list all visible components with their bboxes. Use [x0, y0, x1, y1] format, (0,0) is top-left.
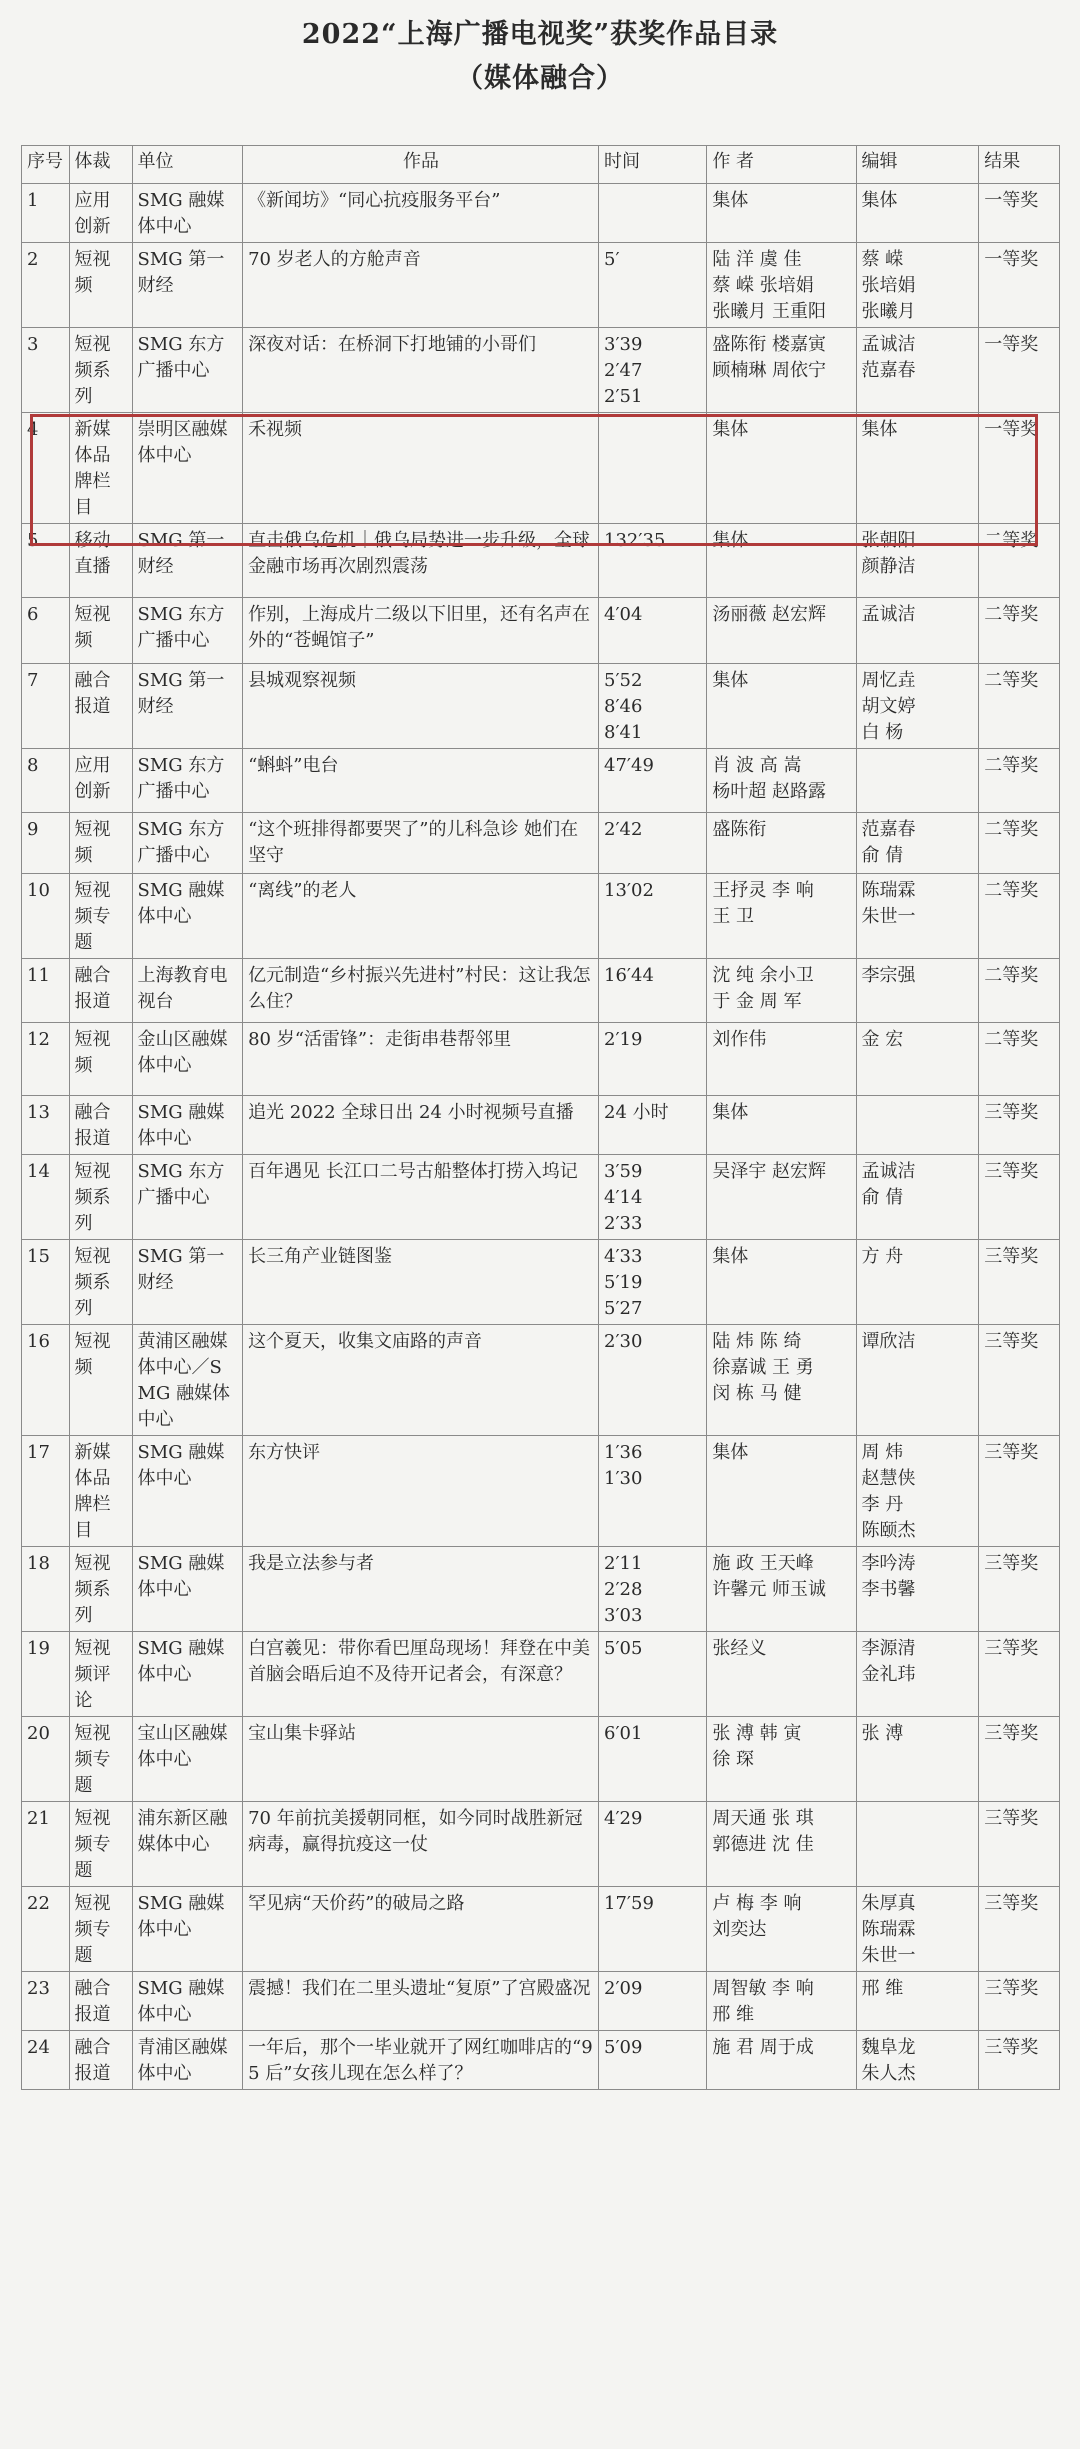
cell-unit: SMG 第一财经	[132, 243, 243, 328]
cell-work: 长三角产业链图鉴	[243, 1240, 599, 1325]
table-row	[22, 184, 1060, 243]
cell-author: 肖 波 高 嵩 杨叶超 赵路露	[707, 749, 856, 813]
cell-time: 2′11 2′28 3′03	[599, 1547, 707, 1632]
cell-editor: 张 溥	[856, 1717, 979, 1802]
table-row	[22, 1023, 1060, 1096]
cell-work: “蝌蚪”电台	[243, 749, 599, 813]
cell-no: 3	[22, 328, 70, 413]
cell-genre: 融合报道	[69, 664, 132, 749]
cell-time: 17′59	[599, 1887, 707, 1972]
cell-work: 一年后，那个一毕业就开了网红咖啡店的“95 后”女孩儿现在怎么样了？	[243, 2031, 599, 2090]
cell-work: 直击俄乌危机｜俄乌局势进一步升级，全球金融市场再次剧烈震荡	[243, 524, 599, 598]
cell-unit: 青浦区融媒体中心	[132, 2031, 243, 2090]
cell-genre: 移动直播	[69, 524, 132, 598]
cell-author: 盛陈衔	[707, 813, 856, 874]
cell-unit: 金山区融媒体中心	[132, 1023, 243, 1096]
cell-no: 5	[22, 524, 70, 598]
table-row	[22, 413, 1060, 524]
cell-author: 陆 炜 陈 绮 徐嘉诚 王 勇 闵 栋 马 健	[707, 1325, 856, 1436]
cell-unit: SMG 融媒体中心	[132, 1632, 243, 1717]
cell-time: 132′35	[599, 524, 707, 598]
cell-result: 一等奖	[979, 243, 1060, 328]
cell-genre: 短视频系列	[69, 1240, 132, 1325]
cell-editor: 周 炜 赵慧侠 李 丹 陈颐杰	[856, 1436, 979, 1547]
cell-time: 2′19	[599, 1023, 707, 1096]
header-time: 时间	[599, 146, 707, 184]
table-row	[22, 1325, 1060, 1436]
cell-time: 3′59 4′14 2′33	[599, 1155, 707, 1240]
cell-no: 19	[22, 1632, 70, 1717]
cell-result: 三等奖	[979, 1240, 1060, 1325]
cell-genre: 短视频专题	[69, 1802, 132, 1887]
cell-time: 24 小时	[599, 1096, 707, 1155]
table-row	[22, 959, 1060, 1023]
cell-work: 《新闻坊》“同心抗疫服务平台”	[243, 184, 599, 243]
cell-editor: 金 宏	[856, 1023, 979, 1096]
cell-result: 一等奖	[979, 328, 1060, 413]
table-row	[22, 524, 1060, 598]
table-row	[22, 1972, 1060, 2031]
cell-result: 一等奖	[979, 413, 1060, 524]
cell-no: 11	[22, 959, 70, 1023]
cell-unit: SMG 融媒体中心	[132, 1096, 243, 1155]
cell-no: 1	[22, 184, 70, 243]
cell-no: 22	[22, 1887, 70, 1972]
cell-editor	[856, 1096, 979, 1155]
cell-result: 三等奖	[979, 1802, 1060, 1887]
cell-author: 集体	[707, 524, 856, 598]
header-genre: 体裁	[69, 146, 132, 184]
cell-author: 张 溥 韩 寅 徐 琛	[707, 1717, 856, 1802]
cell-editor: 李吟涛 李书馨	[856, 1547, 979, 1632]
cell-author: 集体	[707, 184, 856, 243]
cell-time: 4′33 5′19 5′27	[599, 1240, 707, 1325]
cell-author: 汤丽薇 赵宏辉	[707, 598, 856, 664]
cell-author: 陆 洋 虞 佳 蔡 嵘 张培娟 张曦月 王重阳	[707, 243, 856, 328]
cell-no: 4	[22, 413, 70, 524]
cell-time: 4′29	[599, 1802, 707, 1887]
table-row	[22, 243, 1060, 328]
cell-unit: SMG 东方广播中心	[132, 813, 243, 874]
table-row	[22, 749, 1060, 813]
cell-no: 14	[22, 1155, 70, 1240]
cell-editor: 魏阜龙 朱人杰	[856, 2031, 979, 2090]
cell-no: 13	[22, 1096, 70, 1155]
cell-unit: 宝山区融媒体中心	[132, 1717, 243, 1802]
cell-genre: 融合报道	[69, 1972, 132, 2031]
table-row	[22, 598, 1060, 664]
table-row	[22, 1096, 1060, 1155]
cell-author: 王抒灵 李 响 王 卫	[707, 874, 856, 959]
cell-editor	[856, 749, 979, 813]
cell-work: 这个夏天，收集文庙路的声音	[243, 1325, 599, 1436]
cell-no: 10	[22, 874, 70, 959]
cell-genre: 新媒体品牌栏目	[69, 413, 132, 524]
cell-unit: SMG 融媒体中心	[132, 1436, 243, 1547]
cell-genre: 短视频	[69, 1023, 132, 1096]
cell-no: 15	[22, 1240, 70, 1325]
cell-result: 二等奖	[979, 1023, 1060, 1096]
cell-unit: SMG 融媒体中心	[132, 184, 243, 243]
cell-no: 8	[22, 749, 70, 813]
cell-genre: 融合报道	[69, 1096, 132, 1155]
cell-work: 宝山集卡驿站	[243, 1717, 599, 1802]
cell-time	[599, 413, 707, 524]
cell-result: 三等奖	[979, 1632, 1060, 1717]
cell-genre: 短视频系列	[69, 1547, 132, 1632]
cell-editor: 集体	[856, 184, 979, 243]
table-row	[22, 1802, 1060, 1887]
cell-editor: 谭欣洁	[856, 1325, 979, 1436]
cell-author: 周智敏 李 响 邢 维	[707, 1972, 856, 2031]
header-result: 结果	[979, 146, 1060, 184]
cell-editor: 朱厚真 陈瑞霖 朱世一	[856, 1887, 979, 1972]
table-row	[22, 1887, 1060, 1972]
cell-no: 23	[22, 1972, 70, 2031]
table-row	[22, 874, 1060, 959]
table-row	[22, 1632, 1060, 1717]
table-row	[22, 2031, 1060, 2090]
cell-result: 三等奖	[979, 1325, 1060, 1436]
cell-genre: 短视频	[69, 243, 132, 328]
cell-result: 三等奖	[979, 1155, 1060, 1240]
cell-genre: 融合报道	[69, 2031, 132, 2090]
cell-no: 20	[22, 1717, 70, 1802]
header-no: 序号	[22, 146, 70, 184]
document-subtitle: （媒体融合）	[456, 63, 624, 94]
cell-editor: 张朝阳 颜静洁	[856, 524, 979, 598]
cell-unit: SMG 东方广播中心	[132, 1155, 243, 1240]
cell-unit: SMG 融媒体中心	[132, 1972, 243, 2031]
cell-result: 三等奖	[979, 1972, 1060, 2031]
cell-author: 刘作伟	[707, 1023, 856, 1096]
cell-unit: SMG 东方广播中心	[132, 328, 243, 413]
cell-editor: 孟诚洁 范嘉春	[856, 328, 979, 413]
cell-no: 12	[22, 1023, 70, 1096]
cell-time: 16′44	[599, 959, 707, 1023]
cell-work: 亿元制造“乡村振兴先进村”村民：这让我怎么住？	[243, 959, 599, 1023]
cell-work: 禾视频	[243, 413, 599, 524]
cell-time: 13′02	[599, 874, 707, 959]
cell-unit: 黄浦区融媒体中心／SMG 融媒体中心	[132, 1325, 243, 1436]
cell-result: 二等奖	[979, 749, 1060, 813]
cell-unit: SMG 第一财经	[132, 524, 243, 598]
cell-editor: 周忆垚 胡文婷 白 杨	[856, 664, 979, 749]
cell-result: 二等奖	[979, 598, 1060, 664]
cell-editor: 范嘉春 俞 倩	[856, 813, 979, 874]
cell-time: 5′	[599, 243, 707, 328]
cell-author: 沈 纯 余小卫 于 金 周 军	[707, 959, 856, 1023]
cell-editor: 陈瑞霖 朱世一	[856, 874, 979, 959]
header-unit: 单位	[132, 146, 243, 184]
cell-unit: SMG 东方广播中心	[132, 598, 243, 664]
cell-work: 70 岁老人的方舱声音	[243, 243, 599, 328]
cell-work: 县城观察视频	[243, 664, 599, 749]
cell-author: 周天通 张 琪 郭德进 沈 佳	[707, 1802, 856, 1887]
cell-no: 21	[22, 1802, 70, 1887]
table-row	[22, 1155, 1060, 1240]
cell-editor: 孟诚洁	[856, 598, 979, 664]
cell-no: 9	[22, 813, 70, 874]
cell-no: 7	[22, 664, 70, 749]
header-editor: 编辑	[856, 146, 979, 184]
cell-author: 施 君 周于成	[707, 2031, 856, 2090]
cell-time: 2′42	[599, 813, 707, 874]
cell-editor: 蔡 嵘 张培娟 张曦月	[856, 243, 979, 328]
header-work: 作品	[243, 146, 599, 184]
table-body	[22, 184, 1060, 2090]
cell-genre: 短视频	[69, 598, 132, 664]
cell-author: 集体	[707, 664, 856, 749]
cell-genre: 融合报道	[69, 959, 132, 1023]
cell-unit: SMG 融媒体中心	[132, 1887, 243, 1972]
table-row	[22, 1240, 1060, 1325]
cell-time: 4′04	[599, 598, 707, 664]
cell-genre: 短视频专题	[69, 1717, 132, 1802]
cell-time	[599, 184, 707, 243]
cell-result: 三等奖	[979, 1717, 1060, 1802]
cell-work: 震撼！我们在二里头遗址“复原”了宫殿盛况	[243, 1972, 599, 2031]
cell-editor: 孟诚洁 俞 倩	[856, 1155, 979, 1240]
awards-table	[21, 145, 1060, 2090]
cell-unit: SMG 融媒体中心	[132, 874, 243, 959]
cell-editor: 李宗强	[856, 959, 979, 1023]
cell-work: 罕见病“天价药”的破局之路	[243, 1887, 599, 1972]
cell-genre: 短视频	[69, 1325, 132, 1436]
cell-author: 吴泽宇 赵宏辉	[707, 1155, 856, 1240]
cell-editor	[856, 1802, 979, 1887]
cell-editor: 邢 维	[856, 1972, 979, 2031]
cell-genre: 短视频专题	[69, 1887, 132, 1972]
cell-author: 集体	[707, 1436, 856, 1547]
cell-genre: 短视频	[69, 813, 132, 874]
cell-unit: SMG 第一财经	[132, 1240, 243, 1325]
cell-result: 二等奖	[979, 959, 1060, 1023]
cell-author: 施 政 王天峰 许馨元 师玉诚	[707, 1547, 856, 1632]
cell-result: 三等奖	[979, 1436, 1060, 1547]
cell-unit: SMG 东方广播中心	[132, 749, 243, 813]
cell-author: 卢 梅 李 响 刘奕达	[707, 1887, 856, 1972]
cell-time: 5′05	[599, 1632, 707, 1717]
cell-genre: 短视频专题	[69, 874, 132, 959]
cell-genre: 新媒体品牌栏目	[69, 1436, 132, 1547]
cell-work: 80 岁“活雷锋”：走街串巷帮邻里	[243, 1023, 599, 1096]
table-row	[22, 328, 1060, 413]
cell-work: “这个班排得都要哭了”的儿科急诊 她们在坚守	[243, 813, 599, 874]
cell-work: 百年遇见 长江口二号古船整体打捞入坞记	[243, 1155, 599, 1240]
cell-time: 47′49	[599, 749, 707, 813]
cell-genre: 应用创新	[69, 749, 132, 813]
cell-no: 6	[22, 598, 70, 664]
cell-unit: SMG 第一财经	[132, 664, 243, 749]
cell-work: 深夜对话：在桥洞下打地铺的小哥们	[243, 328, 599, 413]
cell-result: 三等奖	[979, 1096, 1060, 1155]
cell-genre: 短视频系列	[69, 1155, 132, 1240]
cell-result: 三等奖	[979, 1547, 1060, 1632]
cell-time: 5′52 8′46 8′41	[599, 664, 707, 749]
cell-time: 3′39 2′47 2′51	[599, 328, 707, 413]
cell-result: 二等奖	[979, 664, 1060, 749]
cell-work: 白宫羲见：带你看巴厘岛现场！拜登在中美首脑会晤后迫不及待开记者会，有深意？	[243, 1632, 599, 1717]
cell-work: 我是立法参与者	[243, 1547, 599, 1632]
table-row	[22, 1547, 1060, 1632]
cell-work: 70 年前抗美援朝同框，如今同时战胜新冠病毒，赢得抗疫这一仗	[243, 1802, 599, 1887]
cell-result: 二等奖	[979, 874, 1060, 959]
table-header-row	[22, 146, 1060, 184]
cell-unit: SMG 融媒体中心	[132, 1547, 243, 1632]
cell-no: 2	[22, 243, 70, 328]
cell-unit: 上海教育电视台	[132, 959, 243, 1023]
cell-author: 集体	[707, 1240, 856, 1325]
cell-author: 集体	[707, 413, 856, 524]
cell-genre: 短视频系列	[69, 328, 132, 413]
cell-genre: 短视频评论	[69, 1632, 132, 1717]
cell-work: 东方快评	[243, 1436, 599, 1547]
table-row	[22, 1717, 1060, 1802]
cell-result: 三等奖	[979, 2031, 1060, 2090]
cell-editor: 方 舟	[856, 1240, 979, 1325]
table-row	[22, 664, 1060, 749]
table-row	[22, 1436, 1060, 1547]
document-title: 2022“上海广播电视奖”获奖作品目录	[301, 19, 779, 50]
cell-time: 6′01	[599, 1717, 707, 1802]
cell-time: 2′30	[599, 1325, 707, 1436]
cell-result: 一等奖	[979, 184, 1060, 243]
cell-genre: 应用创新	[69, 184, 132, 243]
cell-editor: 集体	[856, 413, 979, 524]
cell-author: 盛陈衔 楼嘉寅 顾楠琳 周依宁	[707, 328, 856, 413]
cell-time: 2′09	[599, 1972, 707, 2031]
cell-no: 16	[22, 1325, 70, 1436]
cell-work: 作别，上海成片二级以下旧里，还有名声在外的“苍蝇馆子”	[243, 598, 599, 664]
cell-author: 集体	[707, 1096, 856, 1155]
cell-unit: 崇明区融媒体中心	[132, 413, 243, 524]
cell-unit: 浦东新区融媒体中心	[132, 1802, 243, 1887]
cell-result: 二等奖	[979, 524, 1060, 598]
cell-no: 24	[22, 2031, 70, 2090]
cell-no: 18	[22, 1547, 70, 1632]
header-author: 作 者	[707, 146, 856, 184]
cell-time: 5′09	[599, 2031, 707, 2090]
table-row	[22, 813, 1060, 874]
cell-result: 二等奖	[979, 813, 1060, 874]
cell-work: “离线”的老人	[243, 874, 599, 959]
cell-work: 追光 2022 全球日出 24 小时视频号直播	[243, 1096, 599, 1155]
cell-no: 17	[22, 1436, 70, 1547]
cell-result: 三等奖	[979, 1887, 1060, 1972]
cell-author: 张经义	[707, 1632, 856, 1717]
cell-editor: 李源清 金礼玮	[856, 1632, 979, 1717]
cell-time: 1′36 1′30	[599, 1436, 707, 1547]
